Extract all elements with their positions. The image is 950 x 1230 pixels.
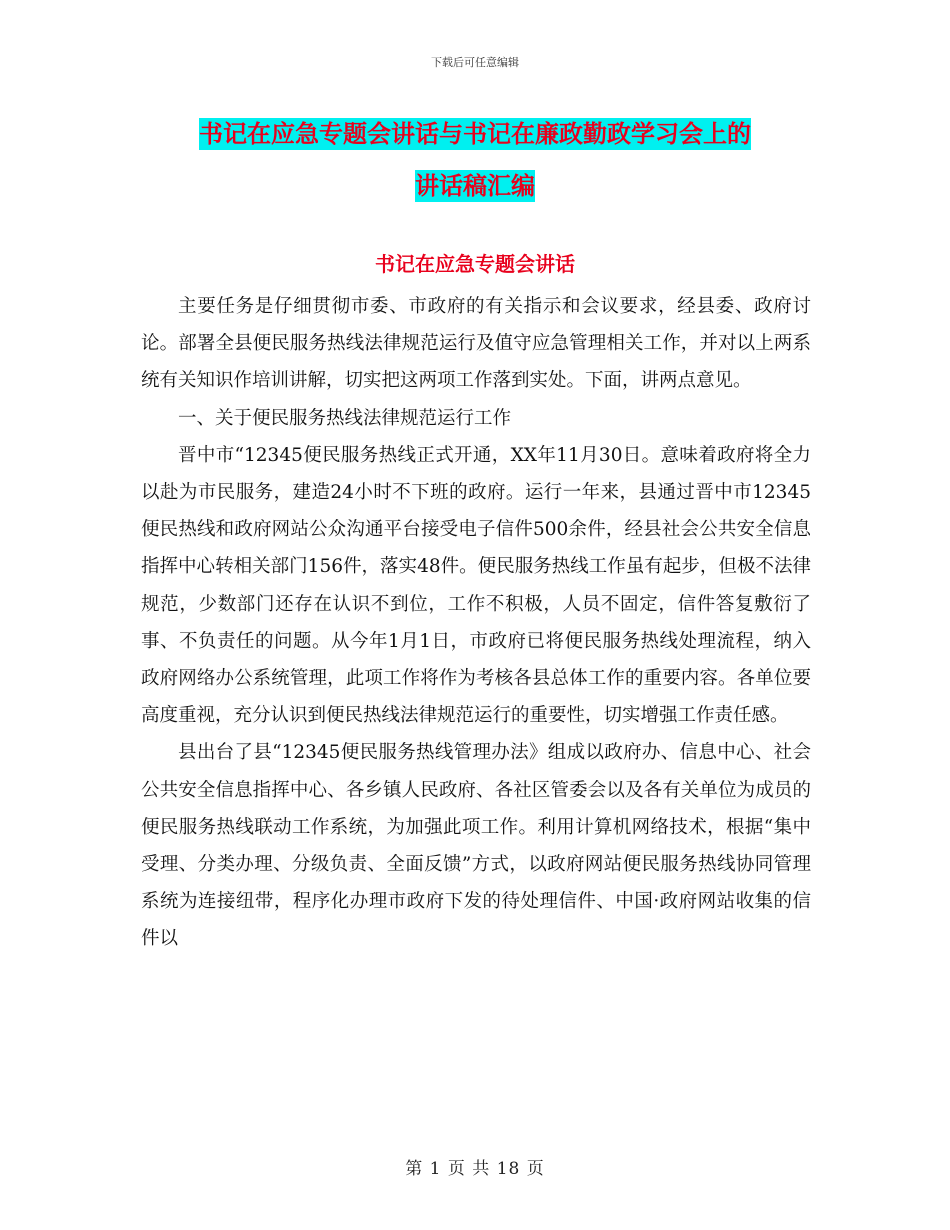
main-title-line2: 讲话稿汇编 xyxy=(415,172,535,200)
paragraph: 主要任务是仔细贯彻市委、市政府的有关指示和会议要求，经县委、政府讨论。部署全县便民服务热线法律规范运行及值守应急管理相关工作，并对以上两系统有关知识作培训讲解，切实把这两项工作落到实处。下面，讲两点意见。 xyxy=(141,296,811,392)
paragraph: 县出台了县“12345便民服务热线管理办法》组成以政府办、信息中心、社会公共安全信息指挥中心、各乡镇人民政府、各社区管委会以及各有关单位为成员的便民服务热线联动工作系统，为加强此项工作。利用计算机网络技术，根据“集中受理、分类办理、分级负责、全面反馈”方式，以政府网站便民服务热线协同管理系统为连接纽带，程序化办理市政府下发的待处理信件、中国·政府网站收集的信件以 xyxy=(141,742,811,950)
body-text xyxy=(141,288,811,958)
paragraph: 一、关于便民服务热线法律规范运行工作 xyxy=(178,407,512,429)
header-note: 下载后可任意编辑 xyxy=(431,56,519,69)
page-footer: 第 1 页 共 18 页 xyxy=(405,1159,545,1179)
section-title: 书记在应急专题会讲话 xyxy=(375,252,575,276)
paragraph: 晋中市“12345便民服务热线正式开通，XX年11月30日。意味着政府将全力以赴为市民服务，建造24小时不下班的政府。运行一年来，县通过晋中市12345便民热线和政府网站公众沟通平台接受电子信件500余件，经县社会公共安全信息指挥中心转相关部门156件，落实48件。便民服务热线工作虽有起步，但极不法律规范，少数部门还存在认识不到位，工作不积极，人员不固定，信件答复敷衍了事、不负责任的问题。从今年1月1日，市政府已将便民服务热线处理流程，纳入政府网络办公系统管理，此项工作将作为考核各县总体工作的重要内容。各单位要高度重视，充分认识到便民热线法律规范运行的重要性，切实增强工作责任感。 xyxy=(141,444,811,727)
main-title-line1: 书记在应急专题会讲话与书记在廉政勤政学习会上的 xyxy=(199,120,751,148)
main-title xyxy=(140,108,810,212)
